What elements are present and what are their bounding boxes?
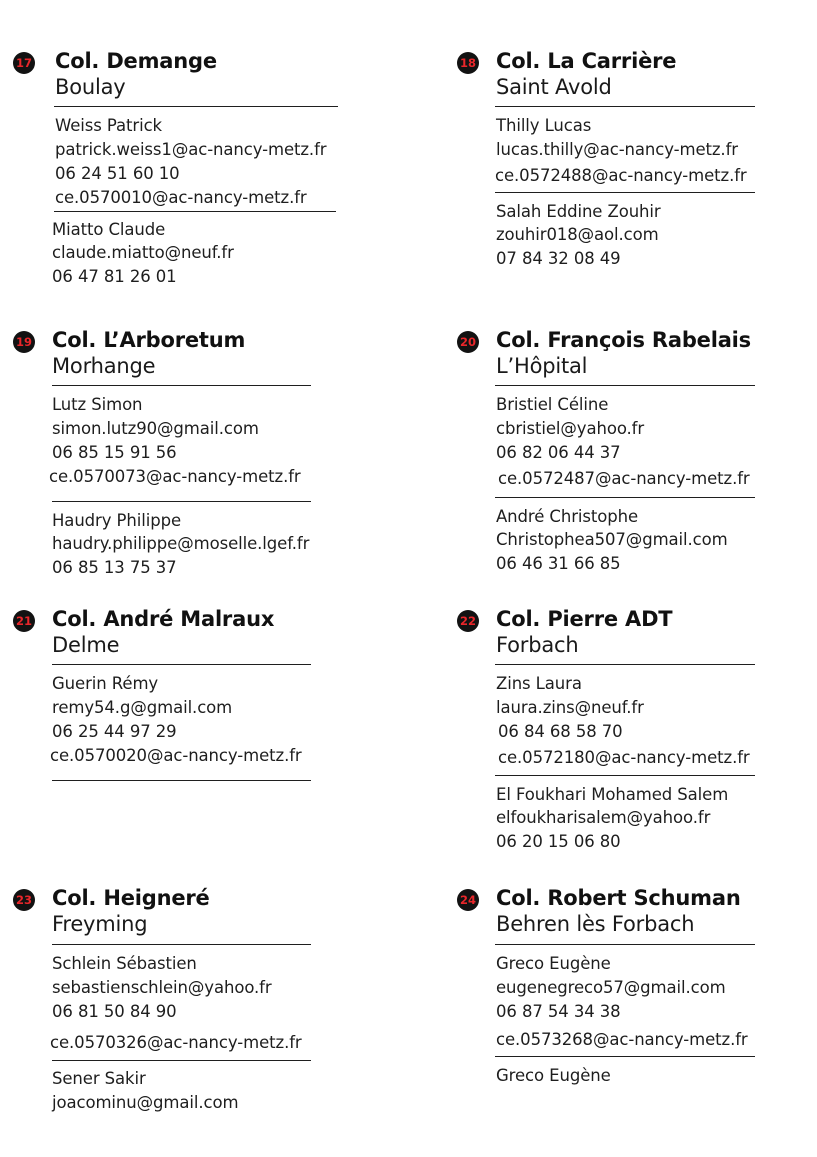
school-number-badge: 17 xyxy=(13,52,35,74)
school-name: Col. Heigneré xyxy=(52,886,210,910)
school-name: Col. André Malraux xyxy=(52,607,275,631)
contact-email[interactable]: lucas.thilly@ac-nancy-metz.fr xyxy=(496,140,738,159)
divider xyxy=(495,664,755,665)
divider xyxy=(52,664,311,665)
contact-email[interactable]: patrick.weiss1@ac-nancy-metz.fr xyxy=(55,140,327,159)
divider xyxy=(52,780,311,781)
school-number-badge: 18 xyxy=(457,52,479,74)
divider xyxy=(495,192,755,193)
divider xyxy=(495,385,755,386)
school-city: Saint Avold xyxy=(496,75,612,99)
contact-name: Miatto Claude xyxy=(52,220,166,239)
school-name: Col. Pierre ADT xyxy=(496,607,673,631)
contact-phone: 06 25 44 97 29 xyxy=(52,722,177,741)
school-city: Delme xyxy=(52,633,120,657)
school-email[interactable]: ce.0570326@ac-nancy-metz.fr xyxy=(50,1033,302,1052)
school-city: Freyming xyxy=(52,912,148,936)
contact-name: Sener Sakir xyxy=(52,1069,146,1088)
contact-phone: 06 85 15 91 56 xyxy=(52,443,177,462)
contact-phone: 07 84 32 08 49 xyxy=(496,249,621,268)
school-city: L’Hôpital xyxy=(496,354,588,378)
school-number-badge: 22 xyxy=(457,610,479,632)
contact-name: Greco Eugène xyxy=(496,1066,611,1085)
contact-phone: 06 46 31 66 85 xyxy=(496,554,621,573)
school-number-badge: 24 xyxy=(457,889,479,911)
contact-name: Schlein Sébastien xyxy=(52,954,197,973)
contact-phone: 06 82 06 44 37 xyxy=(496,443,621,462)
divider xyxy=(52,385,311,386)
school-name: Col. La Carrière xyxy=(496,49,677,73)
school-email[interactable]: ce.0570073@ac-nancy-metz.fr xyxy=(49,467,301,486)
contact-name: Weiss Patrick xyxy=(55,116,163,135)
contact-name: Bristiel Céline xyxy=(496,395,609,414)
contact-phone: 06 87 54 34 38 xyxy=(496,1002,621,1021)
contact-email[interactable]: zouhir018@aol.com xyxy=(496,225,659,244)
divider xyxy=(52,944,311,945)
school-name: Col. François Rabelais xyxy=(496,328,751,352)
contact-phone: 06 84 68 58 70 xyxy=(498,722,623,741)
contact-email[interactable]: simon.lutz90@gmail.com xyxy=(52,419,259,438)
contact-name: Haudry Philippe xyxy=(52,511,182,530)
school-number-badge: 21 xyxy=(13,610,35,632)
contact-email[interactable]: Christophea507@gmail.com xyxy=(496,530,728,549)
school-email[interactable]: ce.0570020@ac-nancy-metz.fr xyxy=(50,746,302,765)
divider xyxy=(495,944,755,945)
school-city: Boulay xyxy=(55,75,126,99)
contact-email[interactable]: elfoukharisalem@yahoo.fr xyxy=(496,808,711,827)
contact-email[interactable]: haudry.philippe@moselle.lgef.fr xyxy=(52,534,310,553)
contact-email[interactable]: claude.miatto@neuf.fr xyxy=(52,243,234,262)
school-name: Col. L’Arboretum xyxy=(52,328,246,352)
contact-email[interactable]: cbristiel@yahoo.fr xyxy=(496,419,645,438)
school-city: Forbach xyxy=(496,633,579,657)
contact-phone: 06 85 13 75 37 xyxy=(52,558,177,577)
contact-email[interactable]: eugenegreco57@gmail.com xyxy=(496,978,726,997)
school-name: Col. Demange xyxy=(55,49,217,73)
divider xyxy=(52,1060,311,1061)
divider xyxy=(54,211,336,212)
contact-email[interactable]: joacominu@gmail.com xyxy=(52,1093,239,1112)
contact-phone: 06 47 81 26 01 xyxy=(52,267,177,286)
divider xyxy=(495,1056,755,1057)
school-email[interactable]: ce.0573268@ac-nancy-metz.fr xyxy=(496,1030,748,1049)
school-email[interactable]: ce.0572488@ac-nancy-metz.fr xyxy=(495,166,747,185)
contact-name: Salah Eddine Zouhir xyxy=(496,202,661,221)
school-number-badge: 23 xyxy=(13,889,35,911)
school-email[interactable]: ce.0572180@ac-nancy-metz.fr xyxy=(498,748,750,767)
divider xyxy=(495,497,755,498)
contact-name: André Christophe xyxy=(496,507,639,526)
contact-phone: 06 81 50 84 90 xyxy=(52,1002,177,1021)
school-email[interactable]: ce.0572487@ac-nancy-metz.fr xyxy=(498,469,750,488)
school-city: Morhange xyxy=(52,354,156,378)
school-number-badge: 19 xyxy=(13,331,35,353)
contact-name: El Foukhari Mohamed Salem xyxy=(496,785,729,804)
school-email[interactable]: ce.0570010@ac-nancy-metz.fr xyxy=(55,188,307,207)
contact-name: Guerin Rémy xyxy=(52,674,159,693)
contact-name: Lutz Simon xyxy=(52,395,143,414)
school-number-badge: 20 xyxy=(457,331,479,353)
contact-name: Zins Laura xyxy=(496,674,582,693)
contact-phone: 06 24 51 60 10 xyxy=(55,164,180,183)
divider xyxy=(54,106,338,107)
divider xyxy=(495,775,755,776)
contact-phone: 06 20 15 06 80 xyxy=(496,832,621,851)
contact-name: Thilly Lucas xyxy=(496,116,592,135)
contact-email[interactable]: remy54.g@gmail.com xyxy=(52,698,233,717)
school-city: Behren lès Forbach xyxy=(496,912,695,936)
divider xyxy=(52,501,311,502)
contact-email[interactable]: laura.zins@neuf.fr xyxy=(496,698,644,717)
school-name: Col. Robert Schuman xyxy=(496,886,741,910)
contact-email[interactable]: sebastienschlein@yahoo.fr xyxy=(52,978,272,997)
contact-name: Greco Eugène xyxy=(496,954,611,973)
divider xyxy=(495,106,755,107)
